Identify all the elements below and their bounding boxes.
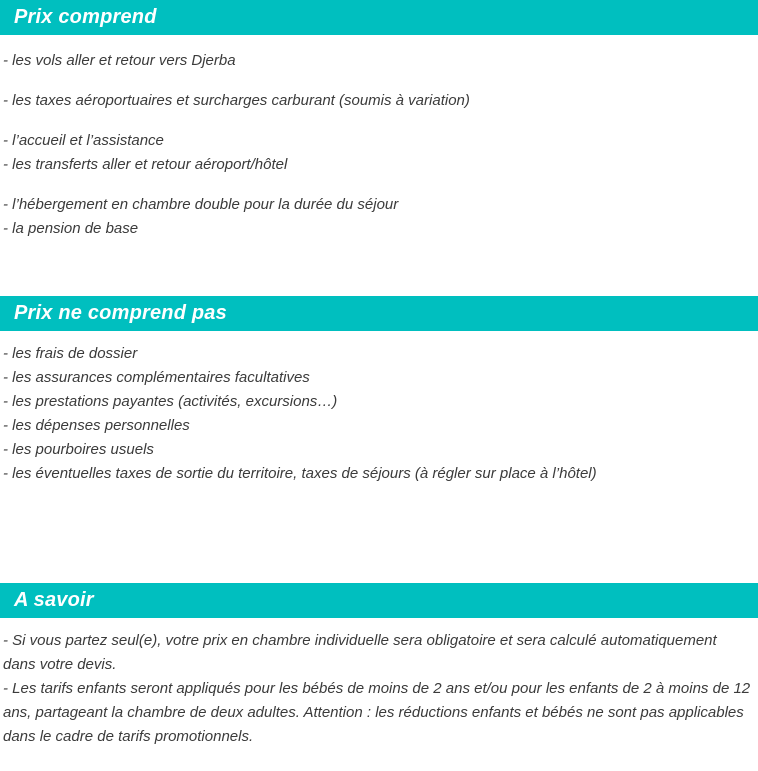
list-item: - les transferts aller et retour aéroport/hôtel <box>3 156 288 173</box>
note-paragraph: - Les tarifs enfants seront appliqués pour les bébés de moins de 2 ans et/ou pour les enfants de 2 à moins de 12 ans, partageant la chambre de deux adultes. Attention : les réductions enfants et bébés ne sont pas applicables dans le cadre de tarifs promotionnels. <box>3 680 751 745</box>
section-header-price-included <box>0 0 758 35</box>
list-item: - les prestations payantes (activités, excursions…) <box>3 393 338 410</box>
notes-text <box>0 618 758 771</box>
section-title-price-excluded: Prix ne comprend pas <box>14 302 227 324</box>
list-item: - les pourboires usuels <box>3 441 154 458</box>
price-included-list <box>0 35 758 296</box>
list-item: - les éventuelles taxes de sortie du territoire, taxes de séjours (à régler sur place à l’hôtel) <box>3 465 597 482</box>
section-header-notes <box>0 583 758 618</box>
list-item: - les taxes aéroportuaires et surcharges carburant (soumis à variation) <box>3 92 470 109</box>
note-paragraph: - Si vous partez seul(e), votre prix en chambre individuelle sera obligatoire et sera calculé automatiquement dans votre devis. <box>3 632 717 673</box>
list-item: - l’accueil et l’assistance <box>3 132 164 149</box>
section-header-price-excluded <box>0 296 758 331</box>
list-item: - l’hébergement en chambre double pour la durée du séjour <box>3 196 399 213</box>
price-excluded-list <box>0 331 758 583</box>
list-item: - la pension de base <box>3 220 139 237</box>
section-title-notes: A savoir <box>14 589 94 611</box>
list-item: - les frais de dossier <box>3 345 138 362</box>
list-item: - les dépenses personnelles <box>3 417 190 434</box>
list-item: - les vols aller et retour vers Djerba <box>3 52 236 69</box>
section-title-price-included: Prix comprend <box>14 6 157 28</box>
list-item: - les assurances complémentaires facultatives <box>3 369 310 386</box>
